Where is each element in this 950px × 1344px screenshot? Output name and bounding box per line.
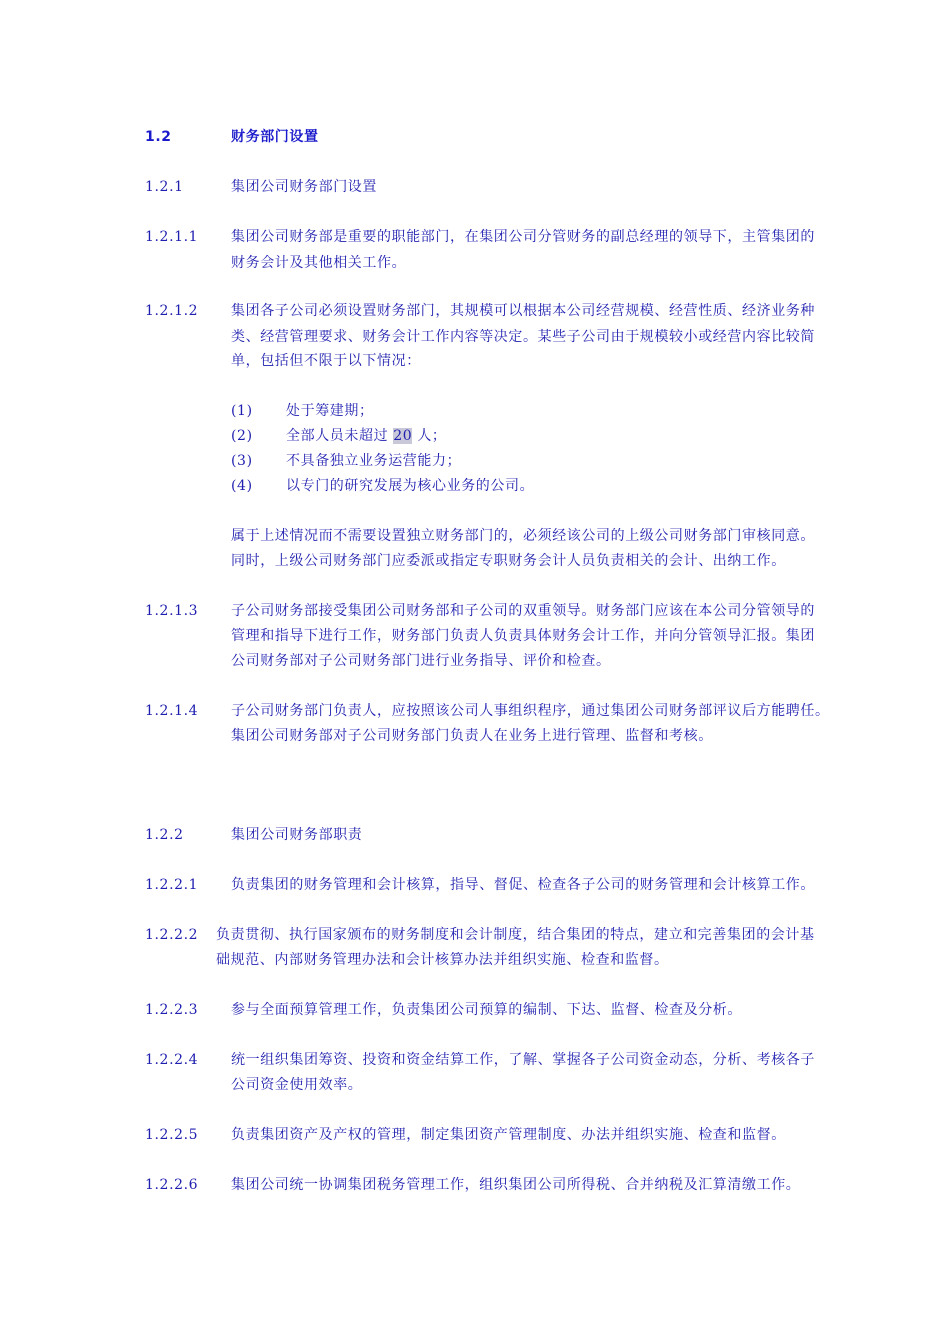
clause-text: 负责集团资产及产权的管理，制定集团资产管理制度、办法并组织实施、检查和监督。 xyxy=(231,1127,786,1143)
clause-text: 统一组织集团筹资、投资和资金结算工作，了解、掌握各子公司资金动态，分析、考核各子 xyxy=(231,1052,815,1068)
clause-text: 集团公司财务部对子公司财务部门负责人在业务上进行管理、监督和考核。 xyxy=(231,728,713,744)
clause-text: 负责贯彻、执行国家颁布的财务制度和会计制度，结合集团的特点，建立和完善集团的会计基 xyxy=(216,927,815,943)
clause-text: 负责集团的财务管理和会计核算，指导、督促、检查各子公司的财务管理和会计核算工作。 xyxy=(231,877,815,893)
list-item-number: (1) xyxy=(231,403,253,419)
section-title: 财务部门设置 xyxy=(231,129,319,145)
clause-text: 集团公司财务部是重要的职能部门，在集团公司分管财务的副总经理的领导下，主管集团的 xyxy=(231,229,815,245)
clause-number: 1.2.2.6 xyxy=(145,1177,199,1193)
list-item-number: (4) xyxy=(231,478,253,494)
clause-text: 础规范、内部财务管理办法和会计核算办法并组织实施、检查和监督。 xyxy=(216,952,669,968)
highlighted-number: 20 xyxy=(393,428,413,444)
clause-number: 1.2.1.3 xyxy=(145,603,199,619)
clause-text: 子公司财务部门负责人，应按照该公司人事组织程序，通过集团公司财务部评议后方能聘任。 xyxy=(231,703,830,719)
list-item-text xyxy=(286,427,447,445)
clause-text: 财务会计及其他相关工作。 xyxy=(231,255,407,271)
clause-text: 集团各子公司必须设置财务部门，其规模可以根据本公司经营规模、经营性质、经济业务种 xyxy=(231,303,815,319)
subsection-number: 1.2.1 xyxy=(145,179,184,195)
list-item-text-pre: 全部人员未超过 xyxy=(286,428,394,444)
clause-text: 公司资金使用效率。 xyxy=(231,1077,363,1093)
clause-text: 属于上述情况而不需要设置独立财务部门的，必须经该公司的上级公司财务部门审核同意。 xyxy=(231,528,815,544)
clause-text: 公司财务部对子公司财务部门进行业务指导、评价和检查。 xyxy=(231,653,611,669)
clause-text: 集团公司统一协调集团税务管理工作，组织集团公司所得税、合并纳税及汇算清缴工作。 xyxy=(231,1177,801,1193)
section-number: 1.2 xyxy=(145,129,172,145)
clause-number: 1.2.2.2 xyxy=(145,927,199,943)
clause-number: 1.2.2.1 xyxy=(145,877,199,893)
clause-number: 1.2.2.5 xyxy=(145,1127,199,1143)
clause-text: 类、经营管理要求、财务会计工作内容等决定。某些子公司由于规模较小或经营内容比较简 xyxy=(231,329,815,345)
clause-text: 参与全面预算管理工作，负责集团公司预算的编制、下达、监督、检查及分析。 xyxy=(231,1002,742,1018)
clause-text: 单，包括但不限于以下情况： xyxy=(231,353,421,369)
clause-text: 管理和指导下进行工作，财务部门负责人负责具体财务会计工作，并向分管领导汇报。集团 xyxy=(231,628,815,644)
list-item-text: 不具备独立业务运营能力； xyxy=(286,453,462,469)
clause-number: 1.2.2.3 xyxy=(145,1002,199,1018)
list-item-text: 以专门的研究发展为核心业务的公司。 xyxy=(286,478,535,494)
clause-number: 1.2.2.4 xyxy=(145,1052,199,1068)
subsection-title: 集团公司财务部职责 xyxy=(231,827,363,843)
clause-number: 1.2.1.4 xyxy=(145,703,199,719)
clause-text: 子公司财务部接受集团公司财务部和子公司的双重领导。财务部门应该在本公司分管领导的 xyxy=(231,603,815,619)
list-item-number: (3) xyxy=(231,453,253,469)
list-item-number: (2) xyxy=(231,428,253,444)
list-item-text: 处于筹建期； xyxy=(286,403,374,419)
list-item-text-post: 人； xyxy=(412,428,447,444)
subsection-number: 1.2.2 xyxy=(145,827,184,843)
subsection-title: 集团公司财务部门设置 xyxy=(231,179,377,195)
clause-number: 1.2.1.2 xyxy=(145,303,199,319)
clause-number: 1.2.1.1 xyxy=(145,229,199,245)
clause-text: 同时，上级公司财务部门应委派或指定专职财务会计人员负责相关的会计、出纳工作。 xyxy=(231,553,786,569)
